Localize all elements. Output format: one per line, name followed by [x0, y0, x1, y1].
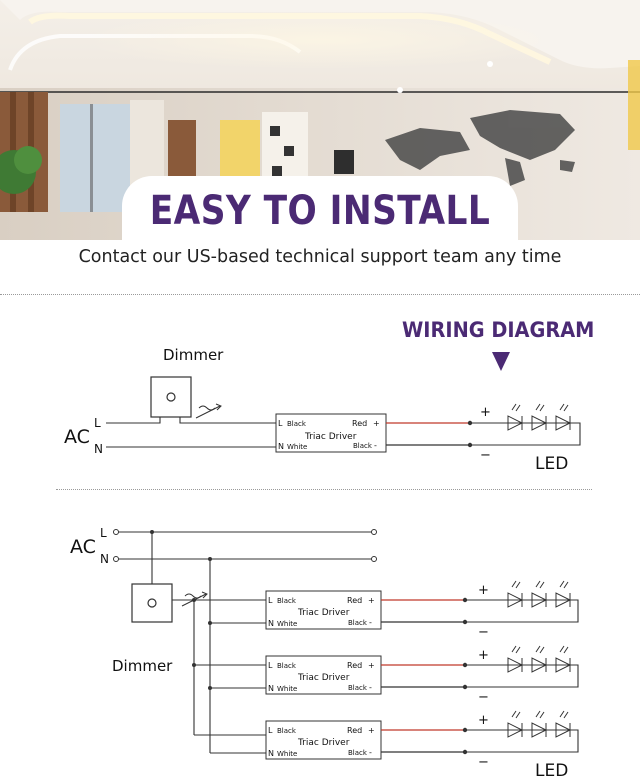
dimmer-box-2	[132, 584, 172, 622]
plus-label-1: +	[480, 405, 491, 420]
minus-label: −	[478, 690, 489, 705]
neutral-label-2: N	[100, 552, 109, 566]
svg-text:-: -	[369, 618, 372, 627]
svg-text:Triac Driver: Triac Driver	[298, 673, 350, 683]
ac-label-2: AC	[70, 536, 96, 558]
svg-text:Triac Driver: Triac Driver	[298, 608, 350, 618]
dimmer-label-1: Dimmer	[163, 346, 224, 364]
svg-text:+: +	[373, 419, 380, 428]
line-label-1: L	[94, 416, 101, 430]
svg-text:L: L	[268, 661, 273, 670]
dimmer-box-1	[151, 377, 191, 417]
svg-text:N: N	[268, 684, 274, 693]
triac-driver-2	[266, 591, 381, 629]
led-label-2: LED	[535, 761, 569, 780]
svg-text:Triac Driver: Triac Driver	[305, 432, 357, 442]
svg-text:N: N	[268, 749, 274, 758]
svg-text:White: White	[287, 443, 308, 451]
svg-text:Black: Black	[287, 420, 306, 428]
svg-text:White: White	[277, 620, 298, 628]
triac-driver-4	[266, 721, 381, 759]
svg-text:White: White	[277, 685, 298, 693]
plus-label: +	[478, 713, 489, 728]
svg-text:Red: Red	[347, 726, 363, 735]
minus-label: −	[478, 625, 489, 640]
triangle-down-icon	[492, 352, 510, 371]
ac-label-1: AC	[64, 426, 90, 448]
svg-text:White: White	[277, 750, 298, 758]
svg-text:Triac Driver: Triac Driver	[298, 738, 350, 748]
line-label-2: L	[100, 526, 107, 540]
svg-text:Black: Black	[348, 749, 367, 757]
triac-driver-3	[266, 656, 381, 694]
svg-text:N: N	[268, 619, 274, 628]
svg-text:-: -	[369, 683, 372, 692]
svg-text:+: +	[368, 596, 375, 605]
led-icon	[508, 404, 570, 430]
minus-label: −	[478, 755, 489, 770]
svg-text:L: L	[268, 726, 273, 735]
page-title: EASY TO INSTALL	[149, 188, 491, 234]
svg-text:-: -	[374, 441, 377, 450]
led-icon	[508, 711, 570, 737]
led-icon	[508, 646, 570, 672]
svg-text:-: -	[369, 748, 372, 757]
svg-text:N: N	[278, 442, 284, 451]
svg-text:L: L	[268, 596, 273, 605]
dimmer-symbol-icon	[196, 404, 221, 418]
triac-driver-1	[276, 414, 386, 452]
led-icon	[508, 581, 570, 607]
wiring-diagram-title: WIRING DIAGRAM	[402, 318, 595, 342]
svg-text:Black: Black	[277, 727, 296, 735]
dimmer-label-2: Dimmer	[112, 657, 173, 675]
led-label-1: LED	[535, 454, 569, 474]
svg-text:Black: Black	[348, 684, 367, 692]
svg-text:Black: Black	[353, 442, 372, 450]
neutral-label-1: N	[94, 442, 103, 456]
plus-label: +	[478, 583, 489, 598]
svg-text:+: +	[368, 661, 375, 670]
svg-text:Red: Red	[352, 419, 368, 428]
svg-text:Black: Black	[348, 619, 367, 627]
svg-text:Red: Red	[347, 596, 363, 605]
svg-text:Red: Red	[347, 661, 363, 670]
plus-label: +	[478, 648, 489, 663]
support-subtitle: Contact our US-based technical support team any time	[78, 247, 562, 267]
svg-text:L: L	[278, 419, 283, 428]
svg-text:+: +	[368, 726, 375, 735]
svg-text:Black: Black	[277, 597, 296, 605]
minus-label-1: −	[480, 448, 491, 463]
svg-text:Black: Black	[277, 662, 296, 670]
